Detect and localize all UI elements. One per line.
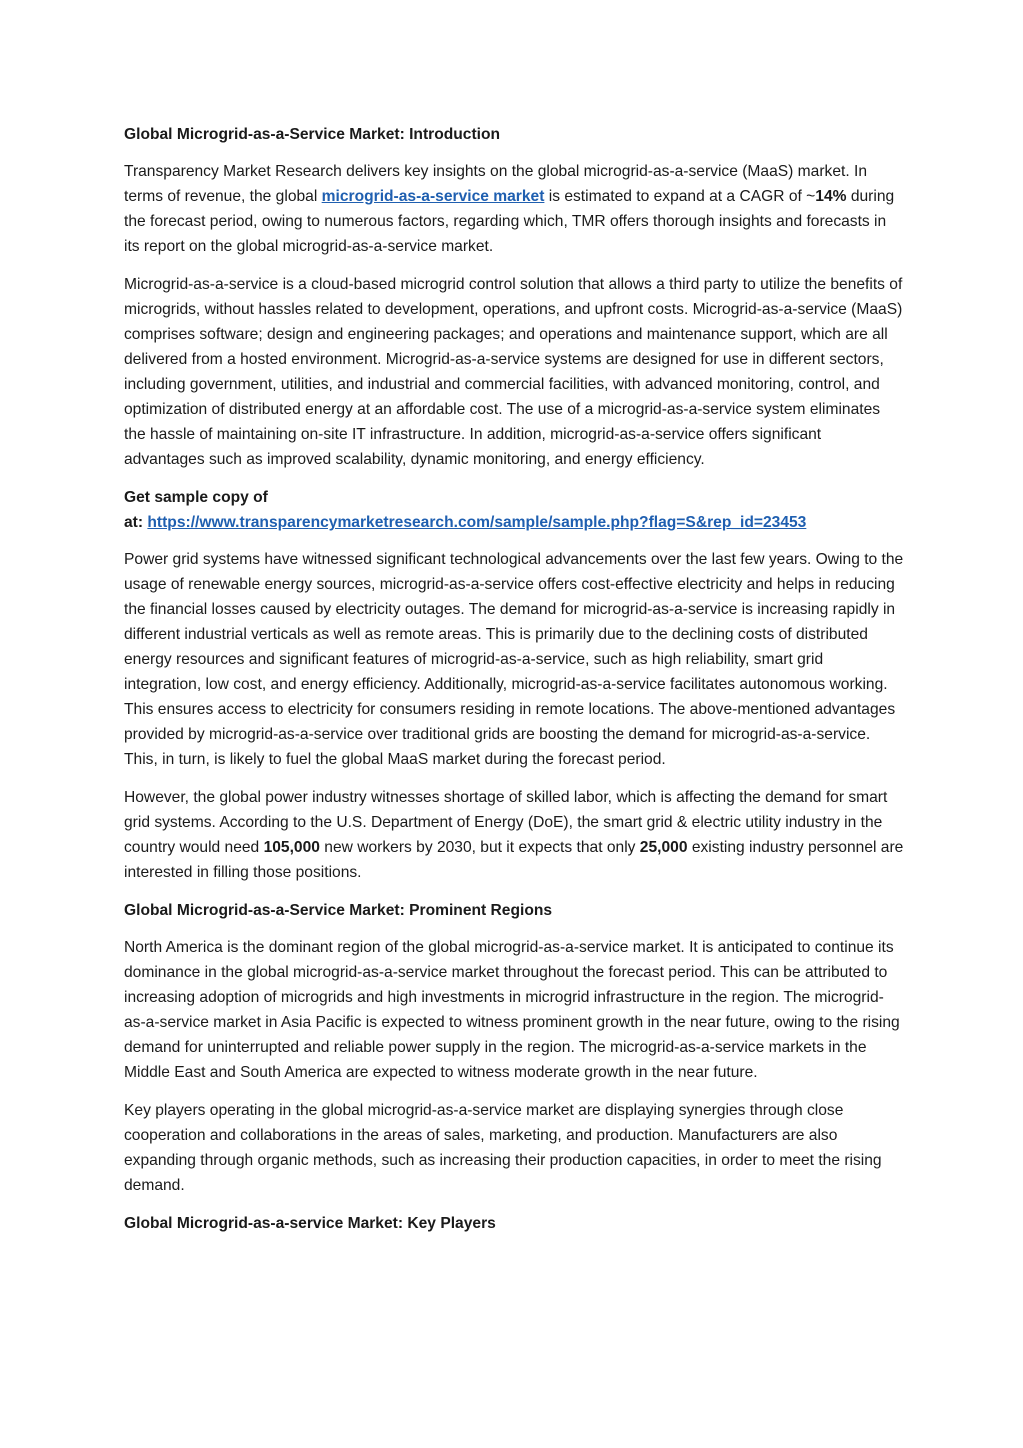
intro-text-3: during the forecast period, owing to numerous factors, regarding which, TMR offers thorough insights and forecasts in its report on the global microgrid-as-a-service market. xyxy=(124,188,895,255)
cagr-value: 14% xyxy=(815,188,847,205)
regions-heading: Global Microgrid-as-a-Service Market: Prominent Regions xyxy=(124,902,553,919)
intro-text-2: is estimated to expand at a CAGR of ~ xyxy=(544,188,816,205)
sample-copy-label: Get sample copy of xyxy=(124,489,268,506)
sample-copy-prefix: at: xyxy=(124,514,148,531)
intro-text-1: Transparency Market Research delivers key insights on the global microgrid-as-a-service (MaaS) market. In terms of revenue, the global xyxy=(124,163,868,205)
definition-paragraph: Microgrid-as-a-service is a cloud-based microgrid control solution that allows a third party to utilize the benefits of microgrids, without hassles related to development, operations, and upfront costs. Microgrid-as-a-service (MaaS) comprises software; design and engineering packages; and operations and maintenance support, which are all delivered from a hosted environment. Microgrid-as-a-service systems are designed for use in different sectors, including government, utilities, and industrial and commercial facilities, with advanced monitoring, control, and optimization of distributed energy at an affordable cost. The use of a microgrid-as-a-service system eliminates the hassle of maintaining on-site IT infrastructure. In addition, microgrid-as-a-service offers significant advantages such as improved scalability, dynamic monitoring, and energy efficiency. xyxy=(124,276,903,468)
key-players-heading: Global Microgrid-as-a-service Market: Key Players xyxy=(124,1215,496,1232)
drivers-paragraph: Power grid systems have witnessed significant technological advancements over the last few years. Owing to the usage of renewable energy sources, microgrid-as-a-service offers cost-effective electricity and helps in reducing the financial losses caused by electricity outages. The demand for microgrid-as-a-service is increasing rapidly in different industrial verticals as well as remote areas. This is primarily due to the declining costs of distributed energy resources and significant features of microgrid-as-a-service, such as high reliability, smart grid integration, low cost, and energy efficiency. Additionally, microgrid-as-a-service facilitates autonomous working. This ensures access to electricity for consumers residing in remote locations. The above-mentioned advantages provided by microgrid-as-a-service over traditional grids are boosting the demand for microgrid-as-a-service. This, in turn, is likely to fuel the global MaaS market during the forecast period. xyxy=(124,551,904,768)
restraints-text-3: existing industry personnel are interested in filling those positions. xyxy=(124,839,904,881)
personnel-interested-value: 25,000 xyxy=(639,839,688,856)
sample-copy-line xyxy=(124,510,904,535)
restraints-text-1: However, the global power industry witnesses shortage of skilled labor, which is affecting the demand for smart grid systems. According to the U.S. Department of Energy (DoE), the smart grid & electric utility industry in the country would need xyxy=(124,789,888,856)
sample-copy-block xyxy=(124,485,904,535)
document-page xyxy=(124,122,904,1248)
key-players-paragraph: Key players operating in the global microgrid-as-a-service market are displaying synergies through close cooperation and collaborations in the areas of sales, marketing, and production. Manufacturers are also expanding through organic methods, such as increasing their production capacities, in order to meet the rising demand. xyxy=(124,1102,882,1194)
sample-url-link[interactable]: https://www.transparencymarketresearch.com/sample/sample.php?flag=S&rep_id=23453 xyxy=(147,514,807,531)
regions-paragraph: North America is the dominant region of the global microgrid-as-a-service market. It is anticipated to continue its dominance in the global microgrid-as-a-service market throughout the forecast period. This can be attributed to increasing adoption of microgrids and high investments in microgrid infrastructure in the region. The microgrid-as-a-service market in Asia Pacific is expected to witness prominent growth in the near future, owing to the rising demand for uninterrupted and reliable power supply in the region. The microgrid-as-a-service markets in the Middle East and South America are expected to witness moderate growth in the near future. xyxy=(124,939,900,1081)
restraints-paragraph xyxy=(124,785,904,885)
intro-heading: Global Microgrid-as-a-Service Market: Introduction xyxy=(124,126,501,143)
market-link[interactable]: microgrid-as-a-service market xyxy=(321,188,545,205)
restraints-text-2: new workers by 2030, but it expects that only xyxy=(319,839,640,856)
intro-paragraph xyxy=(124,159,904,259)
workers-needed-value: 105,000 xyxy=(263,839,320,856)
